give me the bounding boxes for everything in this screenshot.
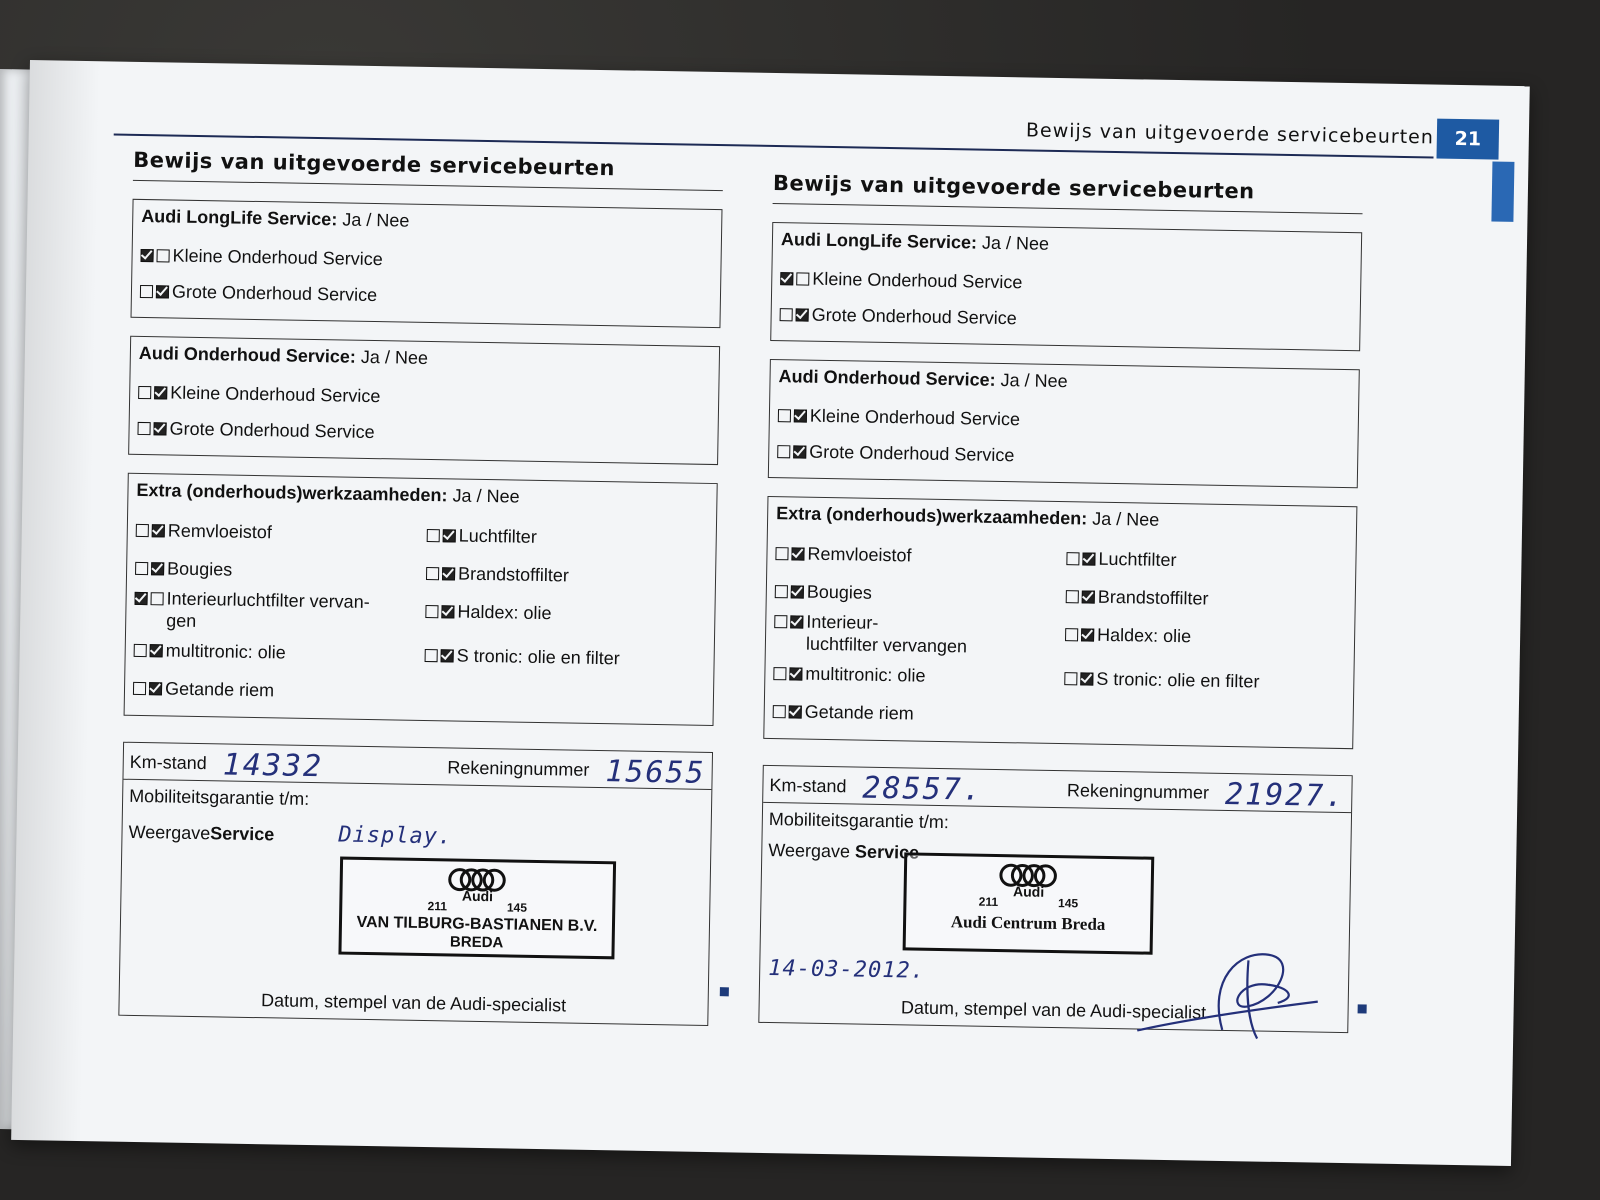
- checkbox-nee[interactable]: [789, 667, 802, 680]
- checkbox-ja[interactable]: [141, 248, 154, 261]
- longlife-box: [131, 199, 723, 328]
- display-label-pre: Weergave: [768, 840, 856, 862]
- checkbox-ja[interactable]: [136, 523, 149, 536]
- onderhoud-heading: [139, 343, 711, 374]
- item-label: Luchtfilter: [1098, 548, 1177, 570]
- section-end-marker: [720, 987, 729, 996]
- checkbox-nee[interactable]: [151, 592, 164, 605]
- checkbox-nee[interactable]: [442, 567, 455, 580]
- extra-item-remvloeistof[interactable]: [135, 511, 417, 554]
- page-number: 21: [1436, 119, 1499, 160]
- extra-item-multitronic[interactable]: [133, 631, 415, 674]
- extra-box: [763, 496, 1357, 749]
- onderhoud-choice: Ja / Nee: [360, 346, 429, 368]
- extra-item-multitronic[interactable]: [773, 654, 1055, 697]
- stamp-code-right: 145: [506, 900, 528, 915]
- km-label: Km-stand: [769, 775, 847, 797]
- column-title: Bewijs van uitgevoerde servicebeurten: [133, 148, 723, 191]
- checkbox-ja[interactable]: [778, 409, 791, 422]
- service-date[interactable]: 14-03-2012.: [768, 956, 926, 984]
- checkbox-ja[interactable]: [140, 284, 153, 297]
- km-box: [758, 765, 1352, 1033]
- item-label: Getande riem: [164, 677, 275, 700]
- checkbox-ja[interactable]: [777, 445, 790, 458]
- checkbox-nee[interactable]: [796, 308, 809, 321]
- stamp-dealer-name: Audi Centrum Breda: [950, 912, 1106, 934]
- extra-item-getande-riem[interactable]: [133, 669, 415, 712]
- checkbox-nee[interactable]: [794, 409, 807, 422]
- item-label: multitronic: olie: [805, 663, 926, 686]
- longlife-heading: [781, 229, 1353, 260]
- stamp-brand: Audi: [461, 887, 494, 905]
- extra-item-haldex[interactable]: [1065, 615, 1347, 658]
- checkbox-ja[interactable]: [427, 528, 440, 541]
- checkbox-ja[interactable]: [773, 705, 786, 718]
- item-label: Haldex: olie: [457, 601, 552, 623]
- booklet-page: [11, 60, 1530, 1166]
- extra-box: [124, 473, 718, 726]
- extra-item-haldex[interactable]: [425, 592, 707, 635]
- checkbox-nee[interactable]: [441, 605, 454, 618]
- checkbox-ja[interactable]: [774, 615, 787, 628]
- checkbox-ja[interactable]: [1065, 628, 1078, 641]
- stamp-code-left: 211: [427, 899, 448, 914]
- onderhoud-label: Audi Onderhoud Service:: [778, 366, 996, 390]
- extra-item-getande-riem[interactable]: [772, 692, 1054, 735]
- extra-item-stronic[interactable]: [424, 636, 706, 679]
- stamp-footer: Datum, stempel van de Audi-specialist: [260, 990, 567, 1016]
- checkbox-nee[interactable]: [154, 386, 167, 399]
- checkbox-ja[interactable]: [773, 667, 786, 680]
- extra-item-brandstoffilter[interactable]: [426, 554, 708, 597]
- onderhoud-box: [128, 336, 720, 465]
- checkbox-ja[interactable]: [133, 681, 146, 694]
- checkbox-nee[interactable]: [153, 422, 166, 435]
- extra-item-luchtfilter[interactable]: [426, 516, 708, 559]
- longlife-choice: Ja / Nee: [981, 232, 1050, 254]
- option-label: Kleine Onderhoud Service: [170, 381, 381, 406]
- display-label-pre: Weergave: [128, 821, 211, 843]
- checkbox-nee[interactable]: [151, 562, 164, 575]
- option-label: Kleine Onderhoud Service: [809, 405, 1021, 429]
- checkbox-nee[interactable]: [791, 585, 804, 598]
- option-label: Grote Onderhoud Service: [811, 304, 1017, 328]
- stamp-dealer-name: VAN TILBURG-BASTIANEN B.V.: [356, 913, 598, 936]
- extra-item-luchtfilter[interactable]: [1066, 539, 1348, 582]
- extra-item-brandstoffilter[interactable]: [1065, 577, 1347, 620]
- checkbox-ja[interactable]: [425, 648, 438, 661]
- checkbox-nee[interactable]: [156, 249, 169, 262]
- service-record-right: [758, 153, 1363, 1033]
- checkbox-ja[interactable]: [425, 604, 438, 617]
- checkbox-ja[interactable]: [135, 561, 148, 574]
- checkbox-nee[interactable]: [796, 272, 809, 285]
- item-label: Remvloeistof: [167, 519, 273, 542]
- item-label: Haldex: olie: [1096, 624, 1192, 646]
- item-label: Bougies: [166, 557, 233, 580]
- option-label: Grote Onderhoud Service: [809, 441, 1015, 465]
- extra-item-bougies[interactable]: [775, 572, 1057, 615]
- checkbox-nee[interactable]: [150, 644, 163, 657]
- item-label: S tronic: olie en filter: [456, 645, 620, 668]
- display-label-bold: Service: [210, 822, 275, 844]
- option-label: Kleine Onderhoud Service: [812, 268, 1023, 292]
- extra-item-bougies[interactable]: [135, 549, 417, 592]
- checkbox-ja[interactable]: [426, 566, 439, 579]
- onderhoud-box: [768, 359, 1360, 488]
- mobility-label: Mobiliteitsgarantie t/m:: [128, 785, 310, 809]
- checkbox-nee[interactable]: [1080, 672, 1093, 685]
- checkbox-nee[interactable]: [1082, 590, 1095, 603]
- checkbox-nee[interactable]: [1081, 628, 1094, 641]
- checkbox-ja[interactable]: [138, 385, 151, 398]
- checkbox-nee[interactable]: [441, 649, 454, 662]
- onderhoud-choice: Ja / Nee: [1000, 369, 1068, 392]
- extra-heading: [776, 503, 1348, 534]
- extra-item-interieurluchtfilter[interactable]: [774, 610, 1056, 659]
- checkbox-nee[interactable]: [152, 524, 165, 537]
- checkbox-nee[interactable]: [1082, 552, 1095, 565]
- checkbox-ja[interactable]: [780, 272, 793, 285]
- item-label: multitronic: olie: [165, 639, 286, 663]
- checkbox-nee[interactable]: [149, 682, 162, 695]
- dealer-stamp: [903, 852, 1155, 954]
- checkbox-ja[interactable]: [780, 308, 793, 321]
- display-label-bold: Service: [854, 841, 920, 863]
- invoice-label: Rekeningnummer: [447, 757, 590, 780]
- checkbox-ja[interactable]: [775, 585, 788, 598]
- item-label: Interieurluchtfilter vervan- gen: [166, 588, 370, 631]
- longlife-choice: Ja / Nee: [342, 209, 410, 231]
- km-value[interactable]: 14332: [222, 747, 324, 785]
- item-label: S tronic: olie en filter: [1096, 668, 1260, 692]
- onderhoud-heading: [778, 366, 1350, 397]
- extra-items: [772, 534, 1347, 740]
- checkbox-nee[interactable]: [443, 529, 456, 542]
- item-label: Bougies: [806, 581, 873, 603]
- checkbox-nee[interactable]: [789, 705, 802, 718]
- stamp-code-left: 211: [978, 894, 999, 910]
- item-label: Brandstoffilter: [457, 563, 570, 585]
- stamp-brand: Audi: [1012, 883, 1045, 900]
- stamp-code-right: 145: [1057, 896, 1079, 911]
- checkbox-ja[interactable]: [1066, 590, 1079, 603]
- extra-items: [133, 511, 708, 717]
- item-label: Getande riem: [804, 701, 914, 724]
- checkbox-ja[interactable]: [135, 592, 148, 605]
- display-value[interactable]: Display.: [338, 822, 453, 850]
- longlife-label: Audi LongLife Service:: [141, 205, 338, 230]
- item-label: Brandstoffilter: [1097, 586, 1209, 609]
- km-value[interactable]: 28557.: [862, 770, 984, 808]
- checkbox-ja[interactable]: [137, 421, 150, 434]
- extra-choice: Ja / Nee: [1092, 508, 1160, 530]
- checkbox-nee[interactable]: [790, 615, 803, 628]
- item-label: Remvloeistof: [807, 543, 912, 565]
- checkbox-ja[interactable]: [1064, 672, 1077, 685]
- page-tab-marker: [1491, 162, 1514, 222]
- onderhoud-label: Audi Onderhoud Service:: [138, 342, 357, 367]
- running-header: Bewijs van uitgevoerde servicebeurten: [1025, 119, 1435, 149]
- item-label: Interieur- luchtfilter vervangen: [805, 611, 968, 657]
- longlife-label: Audi LongLife Service:: [780, 229, 978, 253]
- extra-heading: [136, 480, 708, 511]
- longlife-box: [770, 222, 1362, 351]
- signature-icon: [1127, 938, 1329, 1041]
- invoice-value[interactable]: 15655: [605, 754, 706, 791]
- service-record-left: [118, 142, 723, 1026]
- km-label: Km-stand: [129, 751, 207, 774]
- item-label: Luchtfilter: [458, 525, 537, 547]
- checkbox-nee[interactable]: [793, 445, 806, 458]
- checkbox-nee[interactable]: [791, 547, 804, 560]
- extra-item-stronic[interactable]: [1064, 659, 1346, 702]
- mobility-label: Mobiliteitsgarantie t/m:: [768, 809, 950, 833]
- stamp-dealer-city: BREDA: [449, 933, 504, 952]
- checkbox-ja[interactable]: [1066, 552, 1079, 565]
- longlife-heading: [141, 206, 713, 237]
- invoice-label: Rekeningnummer: [1066, 780, 1210, 803]
- section-end-marker: [1358, 1004, 1367, 1013]
- checkbox-ja[interactable]: [134, 643, 147, 656]
- extra-item-remvloeistof[interactable]: [775, 534, 1057, 577]
- column-title: Bewijs van uitgevoerde servicebeurten: [773, 171, 1363, 214]
- checkbox-nee[interactable]: [156, 285, 169, 298]
- stamp-footer: Datum, stempel van de Audi-specialist: [900, 997, 1207, 1023]
- option-label: Grote Onderhoud Service: [169, 417, 375, 442]
- dealer-stamp: [338, 857, 616, 960]
- km-box: [118, 742, 713, 1026]
- extra-label: Extra (onderhouds)werkzaamheden:: [136, 479, 448, 506]
- extra-choice: Ja / Nee: [452, 485, 520, 507]
- extra-label: Extra (onderhouds)werkzaamheden:: [776, 503, 1088, 529]
- option-label: Kleine Onderhoud Service: [172, 245, 383, 269]
- checkbox-ja[interactable]: [775, 547, 788, 560]
- extra-item-interieurluchtfilter[interactable]: [134, 587, 416, 636]
- invoice-value[interactable]: 21927.: [1224, 776, 1346, 815]
- option-label: Grote Onderhoud Service: [171, 281, 378, 305]
